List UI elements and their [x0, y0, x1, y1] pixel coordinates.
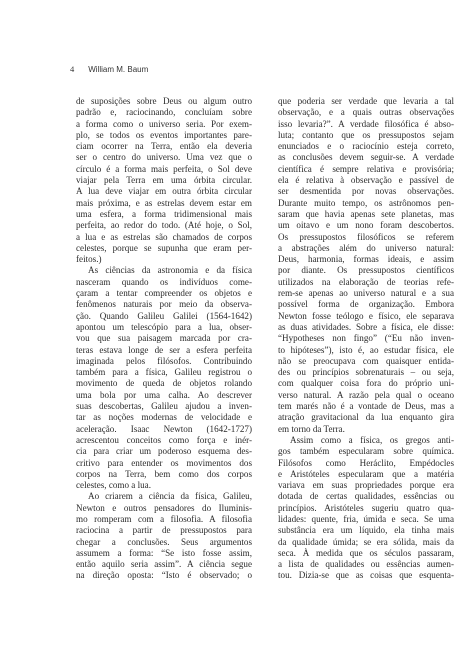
text-line: as conclusões devem seguir-se. A verdade: [278, 152, 454, 163]
text-line: As ciências da astronomia e da física: [88, 265, 252, 276]
text-line: feitos.): [76, 254, 102, 265]
text-line: raciocina a partir de pressupostos para: [76, 525, 252, 536]
text-line: perfeita, ao redor do todo. (Até hoje, o Sol,: [76, 220, 252, 231]
text-line: teras estava longe de ser a esfera perfeita: [76, 344, 252, 355]
text-line: mais próxima, e as estrelas devem estar em: [76, 197, 252, 208]
text-line: celestes, porque se supunha que eram per-: [76, 242, 252, 253]
text-line: possível forma de organização. Embora: [278, 299, 454, 310]
text-line: substância era um líquido, ela tinha mais: [278, 525, 454, 536]
text-line: em torno da Terra.: [278, 423, 345, 434]
text-line: com qualquer coisa fora do próprio uni-: [278, 378, 454, 389]
text-line: Newton e outros pensadores do Iluminis-: [76, 502, 252, 513]
text-line: a lua e as estrelas são chamados de corpos: [76, 231, 252, 242]
text-line: saram que havia apenas sete planetas, mas: [278, 208, 454, 219]
text-line: nasceram quando os indivíduos come-: [76, 276, 252, 287]
text-line: corpos na Terra, bem como dos corpos: [76, 468, 252, 479]
text-line: A lua deve viajar em outra órbita circular: [76, 186, 252, 197]
text-line: utilizados na elaboração de teorias refe-: [278, 276, 454, 287]
running-header-author: William M. Baum: [88, 65, 149, 74]
text-line: çaram a tentar compreender os objetos e: [76, 288, 252, 299]
text-line: ciam ocorrer na Terra, então ela deveria: [76, 141, 252, 152]
text-line: atração gravitacional da lua enquanto gira: [278, 412, 454, 423]
text-line: ela é relativa à observação e passível de: [278, 175, 454, 186]
text-line: a lista de qualidades ou essências aumen-: [278, 559, 454, 570]
text-line: Newton fosse teólogo e físico, ele separava: [278, 310, 454, 321]
text-line: então aquilo seria assim”. A ciência segue: [76, 559, 252, 570]
text-line: movimento de queda de objetos rolando: [76, 378, 252, 389]
text-line: na direção oposta: “Isto é observado; o: [76, 570, 252, 581]
right-column: [278, 96, 454, 582]
text-line: Filósofos como Heráclito, Empédocles: [278, 457, 454, 468]
text-line: tem marés não é a vontade de Deus, mas a: [278, 401, 454, 412]
text-line: chegar a conclusões. Seus argumentos: [76, 536, 252, 547]
text-line: celestes, como a lua.: [76, 480, 151, 491]
text-line: cia para criar um poderoso esquema des-: [76, 446, 252, 457]
text-line: dotada de certas qualidades, essências ou: [278, 491, 454, 502]
text-line: uma esfera, a forma tridimensional mais: [76, 208, 252, 219]
text-line: círculo é a forma mais perfeita, o Sol deve: [76, 163, 252, 174]
text-line: apontou um telescópio para a lua, obser-: [76, 321, 252, 332]
text-line: acrescentou conceitos como força e inér-: [76, 434, 252, 445]
text-line: ser desmentida por novas observações.: [278, 186, 454, 197]
text-line: assumem a forma: “Se isto fosse assim,: [76, 547, 252, 558]
text-line: fenômenos naturais por meio da observa-: [76, 299, 252, 310]
text-line: também para a física, Galileu registrou o: [76, 367, 252, 378]
text-line: Assim como a física, os gregos anti-: [290, 434, 454, 445]
text-line: aceleração. Isaac Newton (1642-1727): [76, 423, 252, 434]
text-line: imaginada pelos filósofos. Contribuindo: [76, 355, 252, 366]
text-line: não se preocupava com quaisquer entida-: [278, 355, 454, 366]
page-number: 4: [70, 64, 75, 74]
text-line: seca. À medida que os séculos passaram,: [278, 547, 454, 558]
text-line: to hipóteses”), isto é, ao estudar física, ele: [278, 344, 454, 355]
text-line: suas descobertas, Galileu ajudou a inven-: [76, 401, 252, 412]
text-line: gos também especularam sobre química.: [278, 446, 454, 457]
text-line: as duas atividades. Sobre a física, ele disse:: [278, 321, 454, 332]
text-line: Os pressupostos filosóficos se referem: [278, 231, 454, 242]
text-line: que poderia ser verdade que levaria a tal: [278, 96, 454, 106]
text-line: enunciados e o raciocínio esteja correto,: [278, 141, 454, 152]
text-line: rem-se apenas ao universo natural e a sua: [278, 288, 454, 299]
text-line: Deus, harmonia, formas ideais, e assim: [278, 254, 454, 265]
text-line: a abstrações além do universo natural:: [278, 242, 454, 253]
text-line: de suposições sobre Deus ou algum outro: [76, 96, 252, 106]
text-line: Durante muito tempo, os astrônomos pen-: [278, 197, 454, 208]
text-line: variava em suas propriedades porque era: [278, 480, 454, 491]
text-line: Ao criarem a ciência da física, Galileu,: [88, 491, 252, 502]
text-line: a forma como o universo seria. Por exem-: [76, 118, 252, 129]
text-line: da qualidade úmida; se era sólida, mais da: [278, 536, 454, 547]
text-line: padrão e, raciocinando, concluíam sobre: [76, 107, 252, 118]
text-line: científica é sempre relativa e provisória;: [278, 163, 454, 174]
text-line: mo romperam com a filosofia. A filosofia: [76, 513, 252, 524]
text-line: um oitavo e um nono foram descobertos.: [278, 220, 454, 231]
text-line: critivo para entender os movimentos dos: [76, 457, 252, 468]
text-line: lidades: quente, fria, úmida e seca. Se uma: [278, 513, 454, 524]
text-line: e Aristóteles especularam que a matéria: [278, 468, 454, 479]
text-line: viajar pela Terra em uma órbita circular.: [76, 175, 252, 186]
text-line: luta; contanto que os pressupostos sejam: [278, 129, 454, 140]
text-line: vou que sua paisagem marcada por cra-: [76, 333, 252, 344]
running-header: [70, 64, 148, 74]
text-line: plo, se todos os eventos importantes pare-: [76, 129, 252, 140]
text-line: verso natural. A razão pela qual o oceano: [278, 389, 454, 400]
text-line: uma bola por uma calha. Ao descrever: [76, 389, 252, 400]
text-line: “Hypotheses non fingo” (“Eu não inven-: [278, 333, 454, 344]
text-line: des ou princípios sobrenaturais – ou seja,: [278, 367, 454, 378]
text-line: ser o centro do universo. Uma vez que o: [76, 152, 252, 163]
left-column: [76, 96, 252, 582]
text-line: princípios. Aristóteles sugeriu quatro qua-: [278, 502, 454, 513]
text-line: isso levaria?”. A verdade filosófica é abso-: [278, 118, 454, 129]
text-line: observação, e a quais outras observações: [278, 107, 454, 118]
text-line: tou. Dizia-se que as coisas que esquenta-: [278, 570, 454, 581]
text-line: por diante. Os pressupostos científicos: [278, 265, 454, 276]
text-line: tar as noções modernas de velocidade e: [76, 412, 252, 423]
text-line: ção. Quando Galileu Galilei (1564-1642): [76, 310, 252, 321]
